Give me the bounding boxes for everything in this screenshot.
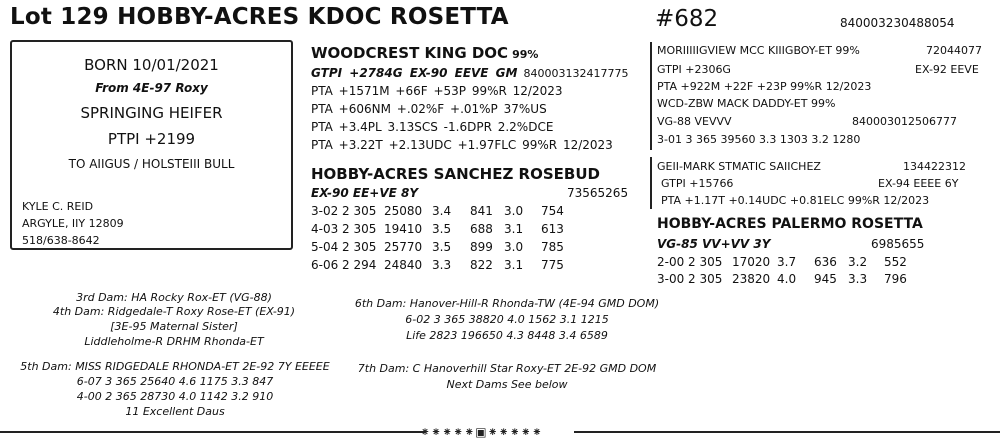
owner-phone: 518/638-8642 bbox=[22, 234, 100, 247]
record-cell: 6-06 2 294 bbox=[311, 258, 377, 272]
record-cell: 25080 bbox=[384, 204, 423, 218]
record-cell: 5-04 2 305 bbox=[311, 240, 377, 254]
dam-sire-pta: PTA +1.17T +0.14UDC +0.81ELC 99%R 12/2023 bbox=[661, 194, 930, 207]
pedigree-divider bbox=[650, 157, 652, 209]
record-cell: 796 bbox=[884, 272, 907, 286]
dam-classification: EX-90 EE+VE 8Y bbox=[311, 186, 419, 200]
sire-sire-gtpi: GTPI +2306G bbox=[657, 63, 731, 76]
record-cell: 3.4 bbox=[432, 204, 452, 218]
dam-dam-id: 6985655 bbox=[871, 237, 925, 251]
owner-name: KYLE C. REID bbox=[22, 200, 94, 213]
animal-info-box bbox=[10, 40, 293, 250]
record-cell: 3.3 bbox=[848, 272, 868, 286]
dam-sire-gtpi: GTPI +15766 bbox=[661, 177, 734, 190]
sire-sire-class: EX-92 EEVE bbox=[915, 63, 979, 76]
record-cell: 899 bbox=[470, 240, 493, 254]
sire-name bbox=[311, 44, 538, 62]
record-cell: 613 bbox=[541, 222, 564, 236]
record-cell: 754 bbox=[541, 204, 564, 218]
lot-number: #682 bbox=[655, 6, 719, 32]
lactation-record-row bbox=[311, 258, 571, 272]
sire-sire-dam-id: 840003012506777 bbox=[852, 115, 957, 128]
ancestry-dam4: 4th Dam: Ridgedale-T Roxy Rose-ET (EX-91) bbox=[52, 305, 296, 318]
dam-sire-id: 134422312 bbox=[903, 160, 966, 173]
ancestry-dam3: 3rd Dam: HA Rocky Rox-ET (VG-88) bbox=[76, 291, 272, 304]
record-cell: 4.0 bbox=[777, 272, 797, 286]
sire-pta-line: PTA +606NM +.02%F +.01%P 37%US bbox=[311, 102, 547, 116]
record-cell: 552 bbox=[884, 255, 907, 269]
sire-sire-dam-name: WCD-ZBW MACK DADDY-ET 99% bbox=[657, 97, 836, 110]
ancestry-dam4-note: [3E-95 Maternal Sister] bbox=[110, 320, 238, 333]
lactation-record-row bbox=[311, 240, 571, 254]
ptpi-value: PTPI +2199 bbox=[107, 130, 196, 148]
ancestry-dam6-record: 6-02 3 365 38820 4.0 1562 3.1 1215 bbox=[405, 313, 609, 326]
record-cell: 19410 bbox=[384, 222, 423, 236]
ancestry-dam5: 5th Dam: MISS RIDGEDALE RHONDA-ET 2E-92 7Y EEEEE bbox=[20, 360, 330, 373]
lactation-record-row bbox=[311, 204, 571, 218]
birth-date: BORN 10/01/2021 bbox=[84, 56, 219, 74]
pedigree-divider bbox=[650, 42, 652, 150]
footer-rule-left bbox=[0, 431, 425, 433]
record-cell: 636 bbox=[814, 255, 837, 269]
record-cell: 3.3 bbox=[432, 258, 452, 272]
sire-pta-line: PTA +3.4PL 3.13SCS -1.6DPR 2.2%DCE bbox=[311, 120, 554, 134]
sire-sire-dam-record: 3-01 3 365 39560 3.3 1303 3.2 1280 bbox=[657, 133, 861, 146]
record-cell: 3.0 bbox=[504, 240, 524, 254]
record-cell: 822 bbox=[470, 258, 493, 272]
record-cell: 3.0 bbox=[504, 204, 524, 218]
sire-sire-pta: PTA +922M +22F +23P 99%R 12/2023 bbox=[657, 80, 872, 93]
dam-id: 73565265 bbox=[567, 186, 629, 200]
dam-dam-classification: VG-85 VV+VV 3Y bbox=[657, 237, 771, 251]
record-cell: 24840 bbox=[384, 258, 423, 272]
sire-id: 840003132417775 bbox=[523, 67, 629, 80]
record-cell: 23820 bbox=[732, 272, 771, 286]
dam-dam-name: HOBBY-ACRES PALERMO ROSETTA bbox=[657, 216, 923, 232]
dam-sire-class: EX-94 EEEE 6Y bbox=[878, 177, 959, 190]
footer-ornament: ⁕⁕⁕⁕⁕▣⁕⁕⁕⁕⁕ bbox=[420, 425, 543, 439]
owner-city: ARGYLE, IIY 12809 bbox=[22, 217, 124, 230]
sire-name-text: WOODCREST KING DOC bbox=[311, 44, 509, 62]
record-cell: 945 bbox=[814, 272, 837, 286]
record-cell: 3.7 bbox=[777, 255, 797, 269]
ancestry-dam6: 6th Dam: Hanover-Hill-R Rhonda-TW (4E-94 GMD DOM) bbox=[354, 297, 660, 310]
from-dam-note: From 4E-97 Roxy bbox=[95, 81, 208, 95]
record-cell: 775 bbox=[541, 258, 564, 272]
record-cell: 4-03 2 305 bbox=[311, 222, 377, 236]
record-cell: 3.5 bbox=[432, 240, 452, 254]
record-cell: 3-02 2 305 bbox=[311, 204, 377, 218]
registration-number: 840003230488054 bbox=[840, 16, 955, 30]
record-cell: 2-00 2 305 bbox=[657, 255, 723, 269]
sire-sub-text: GTPI +2784G EX-90 EEVE GM bbox=[311, 66, 518, 80]
ancestry-dam4-relative: Liddleholme-R DRHM Rhonda-ET bbox=[84, 335, 264, 348]
record-cell: 841 bbox=[470, 204, 493, 218]
bred-to: TO AIIGUS / HOLSTEIII BULL bbox=[68, 157, 235, 171]
sire-pta-line: PTA +3.22T +2.13UDC +1.97FLC 99%R 12/2023 bbox=[311, 138, 613, 152]
ancestry-dam7: 7th Dam: C Hanoverhill Star Roxy-ET 2E-92 GMD DOM bbox=[357, 362, 657, 375]
sire-pct: 99% bbox=[512, 48, 539, 61]
record-cell: 3.1 bbox=[504, 258, 524, 272]
sire-pta-line: PTA +1571M +66F +53P 99%R 12/2023 bbox=[311, 84, 563, 98]
sire-classification bbox=[311, 66, 628, 80]
sire-sire-dam-class: VG-88 VEVVV bbox=[657, 115, 732, 128]
lactation-record-row bbox=[311, 222, 571, 236]
sire-sire-name: MORIIIIIGVIEW MCC KIIIGBOY-ET 99% bbox=[657, 44, 860, 57]
record-cell: 785 bbox=[541, 240, 564, 254]
record-cell: 3.2 bbox=[848, 255, 868, 269]
lactation-record-row bbox=[657, 272, 914, 286]
record-cell: 688 bbox=[470, 222, 493, 236]
record-cell: 3.1 bbox=[504, 222, 524, 236]
record-cell: 17020 bbox=[732, 255, 771, 269]
lot-title: Lot 129 HOBBY-ACRES KDOC ROSETTA bbox=[10, 4, 509, 30]
ancestry-dam7-note: Next Dams See below bbox=[446, 378, 568, 391]
animal-type: SPRINGING HEIFER bbox=[80, 104, 223, 122]
ancestry-dam5-note: 11 Excellent Daus bbox=[125, 405, 225, 418]
dam-name: HOBBY-ACRES SANCHEZ ROSEBUD bbox=[311, 165, 600, 183]
record-cell: 3.5 bbox=[432, 222, 452, 236]
ancestry-dam5-record: 6-07 3 365 25640 4.6 1175 3.3 847 bbox=[76, 375, 274, 388]
footer-rule-right bbox=[574, 431, 1000, 433]
lactation-record-row bbox=[657, 255, 914, 269]
record-cell: 25770 bbox=[384, 240, 423, 254]
dam-sire-name: GEII-MARK STMATIC SAIICHEZ bbox=[657, 160, 821, 173]
ancestry-dam6-record: Life 2823 196650 4.3 8448 3.4 6589 bbox=[406, 329, 608, 342]
sire-sire-id: 72044077 bbox=[926, 44, 982, 57]
record-cell: 3-00 2 305 bbox=[657, 272, 723, 286]
ancestry-dam5-record: 4-00 2 365 28730 4.0 1142 3.2 910 bbox=[76, 390, 274, 403]
